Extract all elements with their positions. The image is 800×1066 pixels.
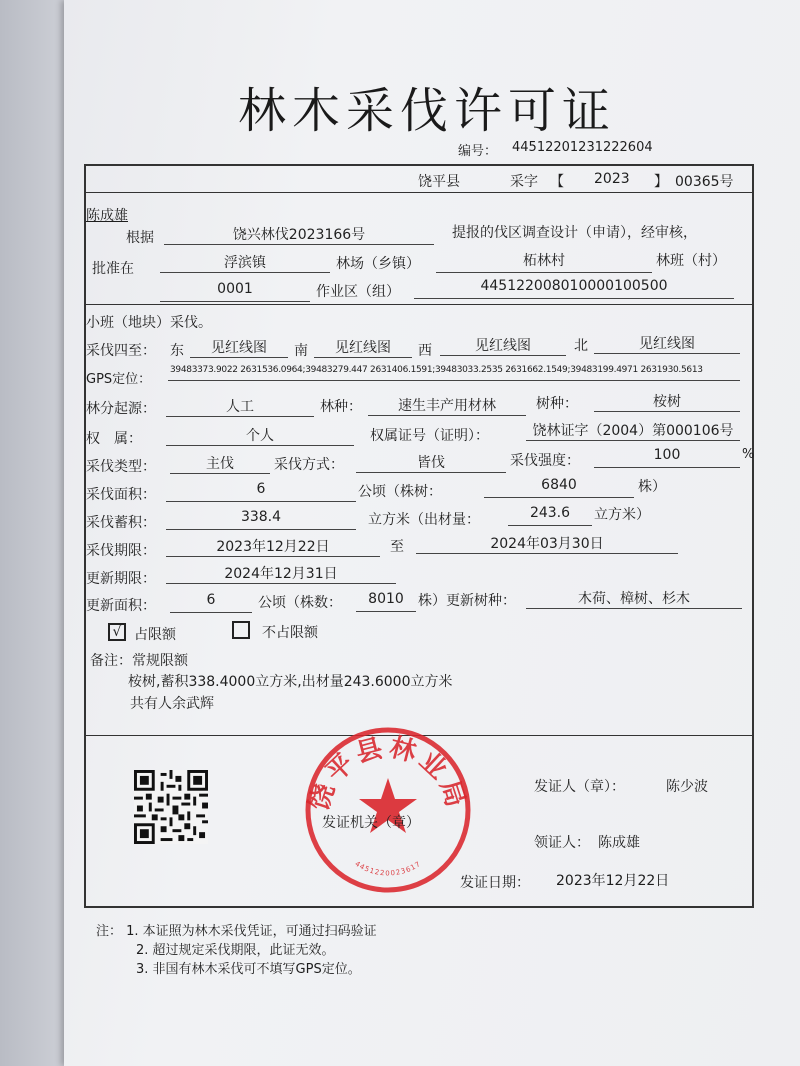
zuoye-number: 445122008010000100500 <box>480 278 668 294</box>
end-date: 2024年03月30日 <box>490 536 604 552</box>
pizhun-label: 批准在 <box>92 261 134 277</box>
underline <box>314 357 412 358</box>
volume-label: 采伐蓄积： <box>86 515 156 531</box>
percent-sign: % <box>742 447 755 462</box>
section-divider-1 <box>84 304 754 305</box>
underline <box>368 415 526 416</box>
underline <box>440 355 566 356</box>
zuoye-label: 作业区（组） <box>316 284 400 300</box>
stand-origin: 人工 <box>226 399 254 415</box>
underline <box>594 353 740 354</box>
linchang-label: 林场（乡镇） <box>336 256 420 272</box>
renew-tree-count: 8010 <box>368 591 404 607</box>
period-label: 采伐期限： <box>86 543 156 559</box>
remarks-line-2: 桉树,蓄积338.4000立方米,出材量243.6000立方米 <box>128 674 453 690</box>
renew-deadline: 2024年12月31日 <box>224 566 338 582</box>
timber-output: 243.6 <box>529 505 571 521</box>
south-label: 南 <box>294 343 308 359</box>
type-label: 采伐类型： <box>86 459 156 475</box>
underline <box>166 529 356 530</box>
start-date: 2023年12月22日 <box>216 539 330 555</box>
page-title: 林木采伐许可证 <box>238 83 617 139</box>
underline <box>168 380 740 381</box>
cai-zi: 采字 <box>510 174 538 190</box>
underline <box>160 301 310 302</box>
underline <box>356 611 416 612</box>
underline <box>166 583 396 584</box>
underline <box>526 440 740 441</box>
underline <box>436 272 652 273</box>
issuer-name: 陈少波 <box>666 779 708 795</box>
underline <box>170 612 252 613</box>
serial-number: 44512201231222604 <box>512 140 653 155</box>
north-label: 北 <box>574 338 588 354</box>
remarks-line-1: 备注：常规限额 <box>90 653 188 669</box>
ownership: 个人 <box>246 428 274 444</box>
output-unit: 立方米） <box>594 507 650 523</box>
official-seal <box>300 722 476 898</box>
remarks-line-3: 共有人余武辉 <box>130 696 214 712</box>
underline <box>164 244 434 245</box>
cutting-intensity: 100 <box>653 447 681 463</box>
underline <box>166 445 354 446</box>
authority-label: 发证机关（章） <box>322 815 420 831</box>
east-label: 东 <box>170 343 184 359</box>
quota-checked-label: 占限额 <box>134 627 176 643</box>
seal-code: 4451220023617 <box>353 859 423 878</box>
underline <box>484 497 634 498</box>
header-number: 00365号 <box>675 174 734 190</box>
underline <box>594 467 740 468</box>
east-boundary: 见红线图 <box>211 340 267 356</box>
trees-unit: 株） <box>638 479 666 495</box>
forest-type-label: 林种： <box>320 399 362 415</box>
qr-code[interactable] <box>134 770 208 844</box>
underline <box>170 473 270 474</box>
genju-tail: 提报的伐区调查设计（申请），经审核， <box>452 225 697 241</box>
svg-text:4451220023617 <box>353 860 422 878</box>
bracket-left: 【 <box>550 174 564 190</box>
tree-species: 桉树 <box>653 394 681 410</box>
applicant-name: 陈成雄 <box>86 208 128 224</box>
underline <box>190 357 288 358</box>
sizhi-label: 采伐四至： <box>86 343 156 359</box>
receiver-name: 陈成雄 <box>598 835 640 851</box>
owner-label: 权 属： <box>86 431 142 447</box>
serial-label: 编号： <box>458 144 498 159</box>
gps-label: GPS定位： <box>86 372 152 387</box>
header-year: 2023 <box>594 171 630 187</box>
south-boundary: 见红线图 <box>335 340 391 356</box>
underline <box>166 556 380 557</box>
underline <box>508 525 592 526</box>
gps-coordinates: 39483373.9022 2631536.0964;39483279.447 2631406.1591;39483033.2535 2631662.1549;39483199.4971 2631930.5613 <box>170 365 703 375</box>
approval-doc: 饶兴林伐2023166号 <box>232 227 366 243</box>
renew-unit: 公顷（株数： <box>258 595 342 611</box>
cutting-method: 皆伐 <box>417 455 445 471</box>
cutting-volume: 338.4 <box>240 509 282 525</box>
issuer-label: 发证人（章）： <box>534 779 625 795</box>
county: 饶平县 <box>418 174 460 190</box>
note-1: 注： 1. 本证照为林木采伐凭证，可通过扫码验证 <box>96 924 377 939</box>
underline <box>416 553 678 554</box>
underline <box>166 416 314 417</box>
north-boundary: 见红线图 <box>639 336 695 352</box>
underline <box>356 472 506 473</box>
underline <box>414 298 734 299</box>
quota-unchecked-label: 不占限额 <box>262 625 318 641</box>
ownership-cert: 饶林证字（2004）第000106号 <box>532 423 734 439</box>
intensity-label: 采伐强度： <box>510 453 580 469</box>
method-label: 采伐方式： <box>274 457 344 473</box>
underline <box>594 411 740 412</box>
header-divider <box>84 192 754 193</box>
seal-text: 饶平县林业局 <box>304 732 472 815</box>
ban-number: 0001 <box>217 281 253 297</box>
tree-count: 6840 <box>541 477 577 493</box>
underline <box>166 501 356 502</box>
note-3: 3. 非国有林木采伐可不填写GPS定位。 <box>136 962 361 977</box>
note-2: 2. 超过规定采伐期限，此证无效。 <box>136 943 335 958</box>
cutting-area: 6 <box>256 481 266 497</box>
period-to: 至 <box>390 539 404 555</box>
underline <box>526 608 742 609</box>
quota-checkbox-checked[interactable]: √ <box>108 623 126 641</box>
town: 浮滨镇 <box>224 255 266 271</box>
renew-period-label: 更新期限： <box>86 571 156 587</box>
renew-area-label: 更新面积： <box>86 598 156 614</box>
receiver-label: 领证人： <box>534 835 590 851</box>
area-unit: 公顷（株树： <box>358 484 442 500</box>
issue-date: 2023年12月22日 <box>556 873 670 889</box>
linban-label: 林班（村） <box>656 253 726 269</box>
village: 柘林村 <box>523 253 565 269</box>
bracket-right: 】 <box>654 174 668 190</box>
xiaoban-label: 小班（地块）采伐。 <box>86 315 212 331</box>
quota-checkbox-unchecked[interactable] <box>232 621 250 639</box>
origin-label: 林分起源： <box>86 401 156 417</box>
volume-unit: 立方米（出材量： <box>368 512 480 528</box>
forest-type: 速生丰产用材林 <box>398 398 496 414</box>
west-boundary: 见红线图 <box>475 338 531 354</box>
cutting-type: 主伐 <box>206 456 234 472</box>
renew-area: 6 <box>206 592 216 608</box>
species-label: 树种： <box>536 396 578 412</box>
cert-label: 权属证号（证明）： <box>370 428 489 444</box>
west-label: 西 <box>418 343 432 359</box>
issue-date-label: 发证日期： <box>460 875 530 891</box>
renew-species: 木荷、樟树、杉木 <box>578 591 690 607</box>
underline <box>160 272 330 273</box>
genju-label: 根据 <box>126 230 154 246</box>
area-label: 采伐面积： <box>86 487 156 503</box>
renew-tail: 株）更新树种： <box>418 593 516 609</box>
